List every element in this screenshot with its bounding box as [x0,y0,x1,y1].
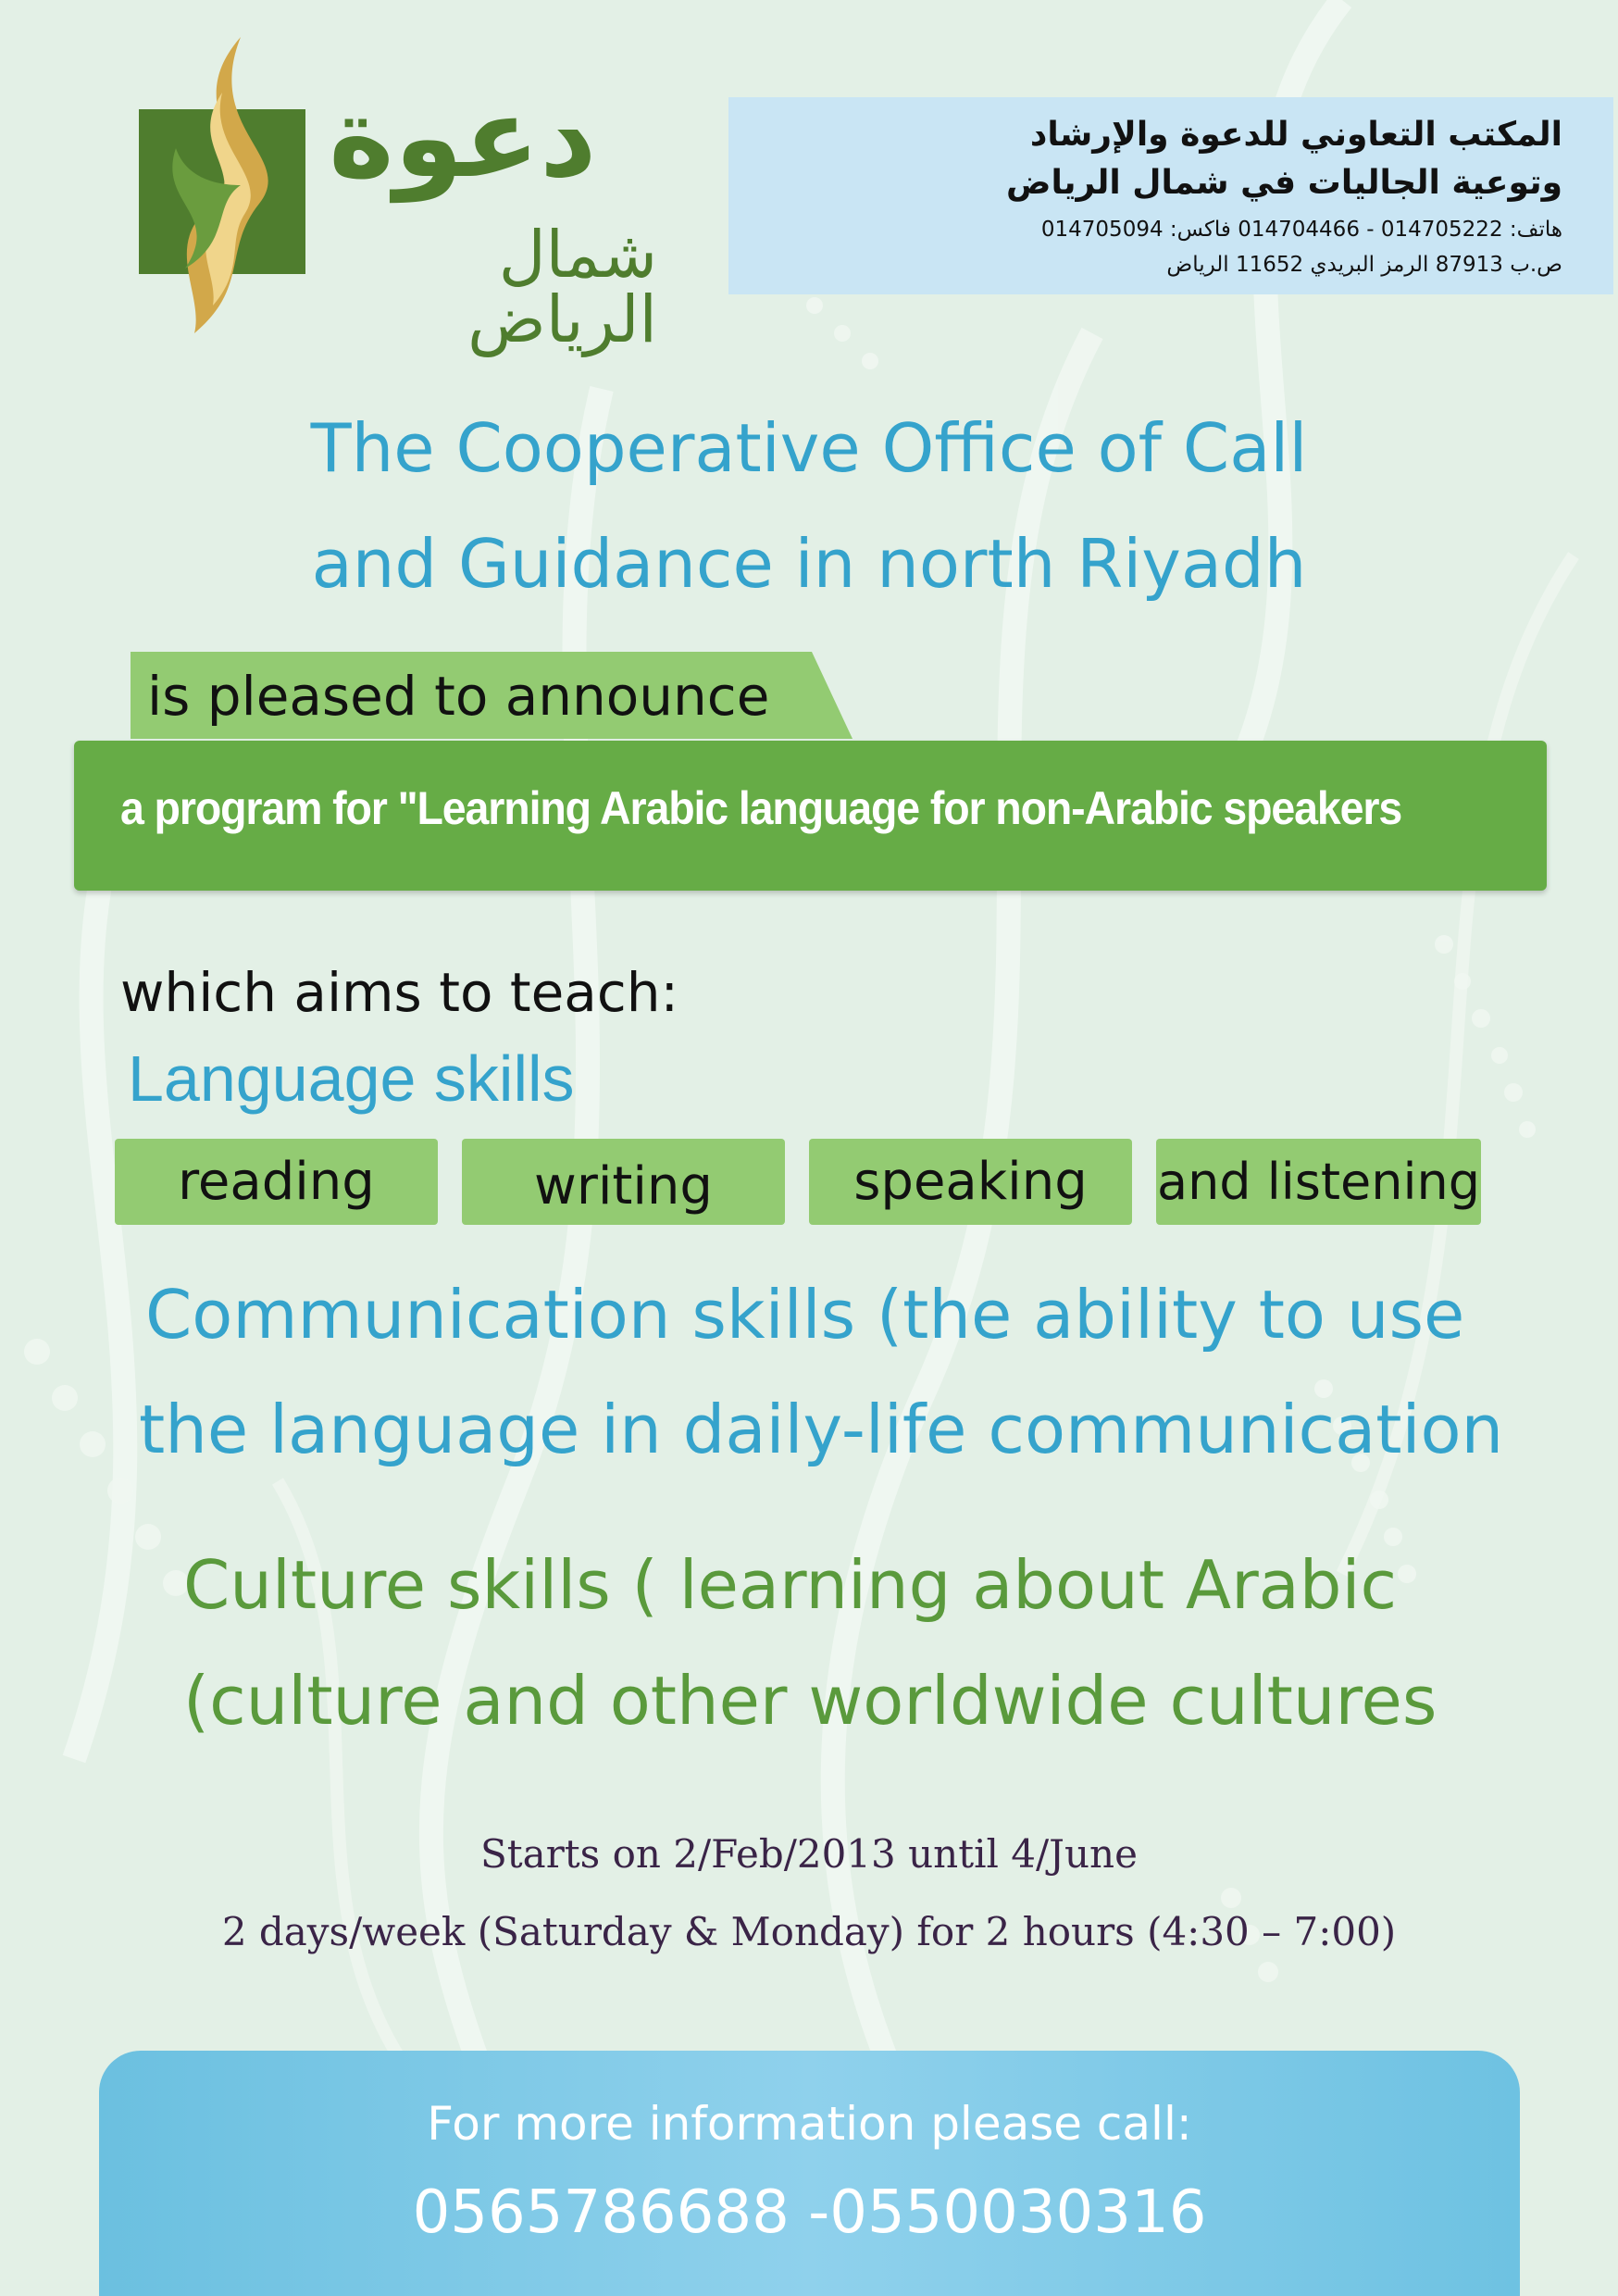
info-phone-numbers: 0565786688 -0550030316 [412,2178,1207,2247]
flame-emblem [139,28,324,343]
skill-listening: and listening [1156,1139,1481,1225]
skill-reading: reading [115,1139,438,1225]
skill-speaking: speaking [809,1139,1132,1225]
culture-line1: Culture skills ( learning about Arabic [183,1546,1398,1624]
logo-wordmark: دعوة [329,74,597,203]
communication-line2: the language in daily-life communication [139,1391,1504,1468]
schedule-dates: Starts on 2/Feb/2013 until 4/June [480,1831,1138,1877]
info-label: For more information please call: [427,2097,1192,2151]
language-skills-title: Language skills [128,1042,575,1115]
contact-info-box [99,2051,1520,2296]
headline-line2: and Guidance in north Riyadh [311,525,1307,603]
contact-box [728,97,1613,294]
phone-fax-line: هاتف: 014705222 - 014704466 فاكس: 014705094 [1040,218,1562,242]
postal-address-line: ص.ب 87913 الرمز البريدي 11652 الرياض [1166,253,1562,277]
logo-subtitle: شمال الرياض [467,217,657,357]
logo [139,28,657,357]
office-name-line1: المكتب التعاوني للدعوة والإرشاد [1029,116,1562,154]
program-title: a program for "Learning Arabic language for non-Arabic speakers [120,782,1402,834]
announce-text: is pleased to announce [147,665,770,728]
headline-line1: The Cooperative Office of Call [310,409,1308,487]
office-name-line2: وتوعية الجاليات في شمال الرياض [1006,164,1562,202]
schedule-days-hours: 2 days/week (Saturday & Monday) for 2 hours (4:30 – 7:00) [221,1909,1397,1954]
program-banner [74,741,1547,891]
announce-tab [131,652,853,739]
communication-line1: Communication skills (the ability to use [145,1276,1465,1354]
skill-writing: writing [462,1139,785,1225]
culture-line2: (culture and other worldwide cultures [183,1662,1438,1740]
aims-intro: which aims to teach: [120,961,679,1024]
